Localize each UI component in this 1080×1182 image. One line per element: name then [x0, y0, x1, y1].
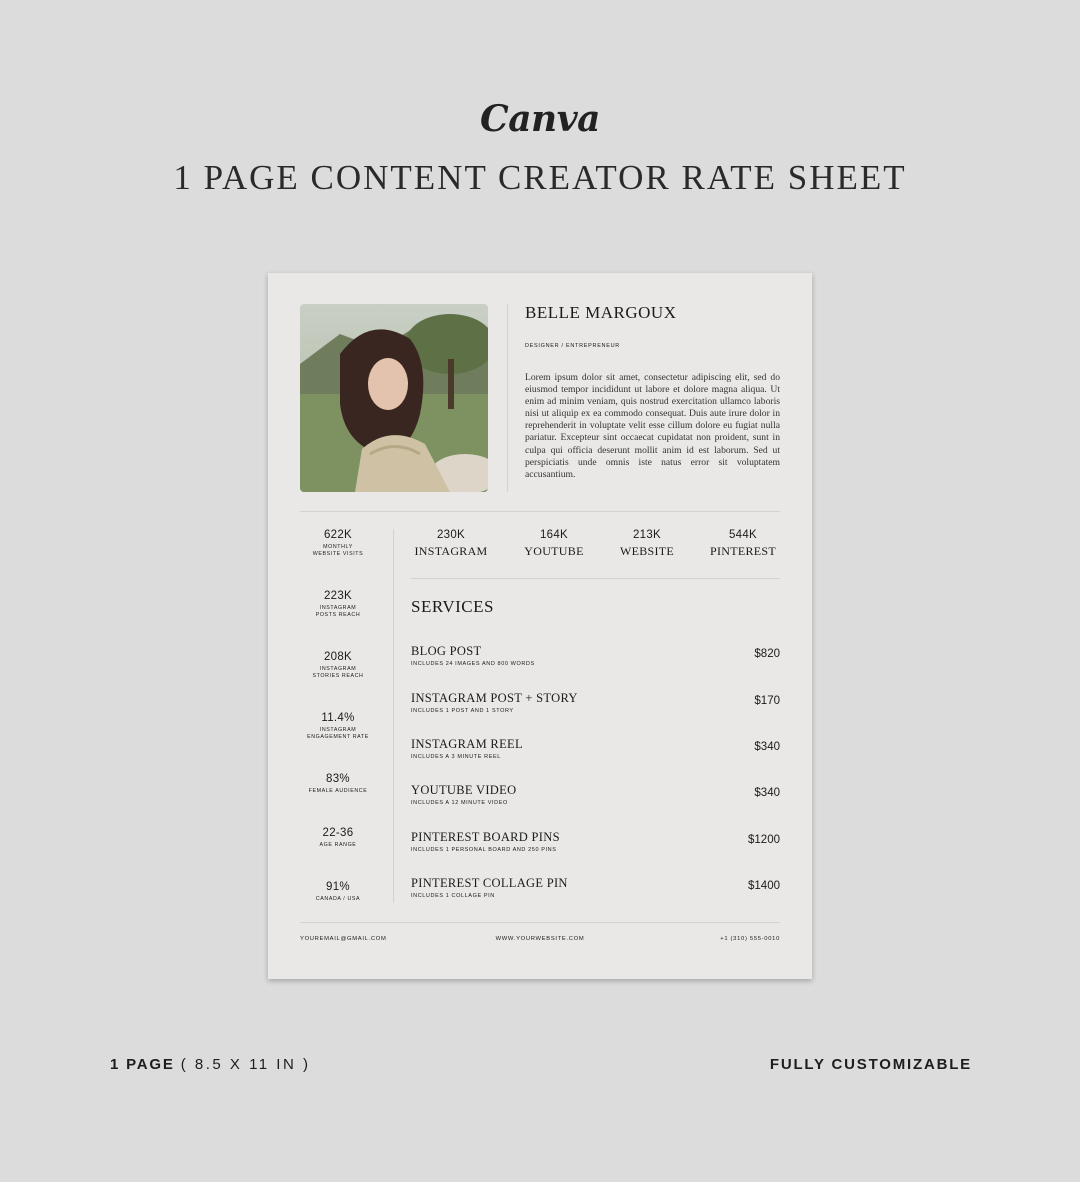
service-name: BLOG POST [411, 644, 482, 658]
service-row [411, 691, 780, 714]
page-size-note [110, 1056, 310, 1073]
column-divider [393, 529, 394, 903]
canva-logo: Canva [480, 98, 600, 140]
stat-value: 11.4% [321, 712, 355, 724]
platform-stat-instagram [411, 529, 491, 559]
creator-role: DESIGNER / ENTREPRENEUR [525, 343, 620, 349]
service-price: $1200 [748, 834, 780, 846]
platform-value: 164K [539, 529, 569, 541]
platform-stat-pinterest [704, 529, 782, 559]
creator-bio: Lorem ipsum dolor sit amet, consectetur adipiscing elit, sed do eiusmod tempor incididunt ut labore et dolore magna aliqua. Ut enim ad minim veniam, quis nostrud exercitation ullamco laboris nisi ut aliquip ex ea commodo consequat. Duis aute irure dolor in reprehenderit in voluptate velit esse cillum dolore eu fugiat nulla pariatur. Excepteur sint occaecat cupidatat non proident, sunt in culpa qui officia deserunt mollit anim id est laborum. Sed ut perspiciatis unde omnis iste natus error sit voluptatem accusantium. [525, 372, 780, 480]
service-price: $820 [754, 648, 780, 660]
service-description: INCLUDES 1 POST AND 1 STORY [411, 708, 514, 714]
footer-email: YOUREMAIL@GMAIL.COM [300, 936, 387, 942]
service-name: PINTEREST COLLAGE PIN [411, 876, 568, 890]
service-description: INCLUDES 1 COLLAGE PIN [411, 893, 495, 899]
platform-label: WEBSITE [619, 544, 675, 558]
customizable-note: FULLY CUSTOMIZABLE [769, 1056, 972, 1073]
service-name: INSTAGRAM POST + STORY [411, 691, 578, 705]
service-price: $340 [754, 741, 780, 753]
stat-label: FEMALE AUDIENCE [308, 788, 368, 794]
footer-website: WWW.YOURWEBSITE.COM [495, 936, 585, 942]
page-count: 1 PAGE [110, 1056, 175, 1073]
platform-value: 544K [728, 529, 758, 541]
footer-divider [300, 922, 780, 923]
service-price: $1400 [748, 880, 780, 892]
service-name: PINTEREST BOARD PINS [411, 830, 560, 844]
service-price: $170 [754, 695, 780, 707]
stat-value: 83% [326, 773, 350, 785]
creator-name: BELLE MARGOUX [525, 303, 677, 322]
platform-label: INSTAGRAM [414, 544, 488, 558]
service-description: INCLUDES A 12 MINUTE VIDEO [411, 800, 508, 806]
header-divider [507, 304, 508, 492]
stat-item [284, 827, 392, 849]
stat-item [284, 651, 392, 680]
stat-value: 208K [323, 651, 353, 663]
stat-value: 622K [323, 529, 353, 541]
service-name: INSTAGRAM REEL [411, 737, 523, 751]
service-description: INCLUDES 24 IMAGES AND 800 WORDS [411, 661, 535, 667]
stat-label: MONTHLY WEBSITE VISITS [312, 544, 364, 557]
service-row [411, 737, 780, 760]
stat-item [284, 590, 392, 619]
platform-label: PINTEREST [709, 544, 777, 558]
platform-label: YOUTUBE [524, 544, 584, 558]
footer-phone: +1 (310) 555-0010 [720, 936, 780, 942]
service-row [411, 644, 780, 667]
service-row [411, 830, 780, 853]
services-heading: SERVICES [411, 597, 494, 616]
stat-label: INSTAGRAM POSTS REACH [315, 605, 361, 618]
platform-value: 213K [632, 529, 662, 541]
stat-value: 223K [323, 590, 353, 602]
service-description: INCLUDES 1 PERSONAL BOARD AND 250 PINS [411, 847, 557, 853]
stat-label: INSTAGRAM STORIES REACH [312, 666, 364, 679]
stat-item [284, 881, 392, 903]
service-description: INCLUDES A 3 MINUTE REEL [411, 754, 501, 760]
page-title: 1 PAGE CONTENT CREATOR RATE SHEET [173, 158, 907, 197]
stat-value: 91% [326, 881, 350, 893]
platform-divider [411, 578, 780, 579]
stat-label: AGE RANGE [319, 842, 357, 848]
stat-value: 22-36 [322, 827, 354, 839]
service-row [411, 876, 780, 899]
service-row [411, 783, 780, 806]
stat-label: CANADA / USA [315, 896, 361, 902]
section-divider [300, 511, 780, 512]
service-name: YOUTUBE VIDEO [411, 783, 517, 797]
stat-label: INSTAGRAM ENGAGEMENT RATE [307, 727, 369, 740]
page-dimensions: ( 8.5 X 11 IN ) [180, 1056, 311, 1073]
stat-item [284, 529, 392, 558]
platform-stat-website [612, 529, 682, 559]
profile-photo [300, 304, 488, 492]
stat-item [284, 712, 392, 741]
service-price: $340 [754, 787, 780, 799]
stat-item [284, 773, 392, 795]
rate-sheet-preview [268, 273, 812, 979]
platform-stat-youtube [518, 529, 590, 559]
platform-value: 230K [436, 529, 466, 541]
